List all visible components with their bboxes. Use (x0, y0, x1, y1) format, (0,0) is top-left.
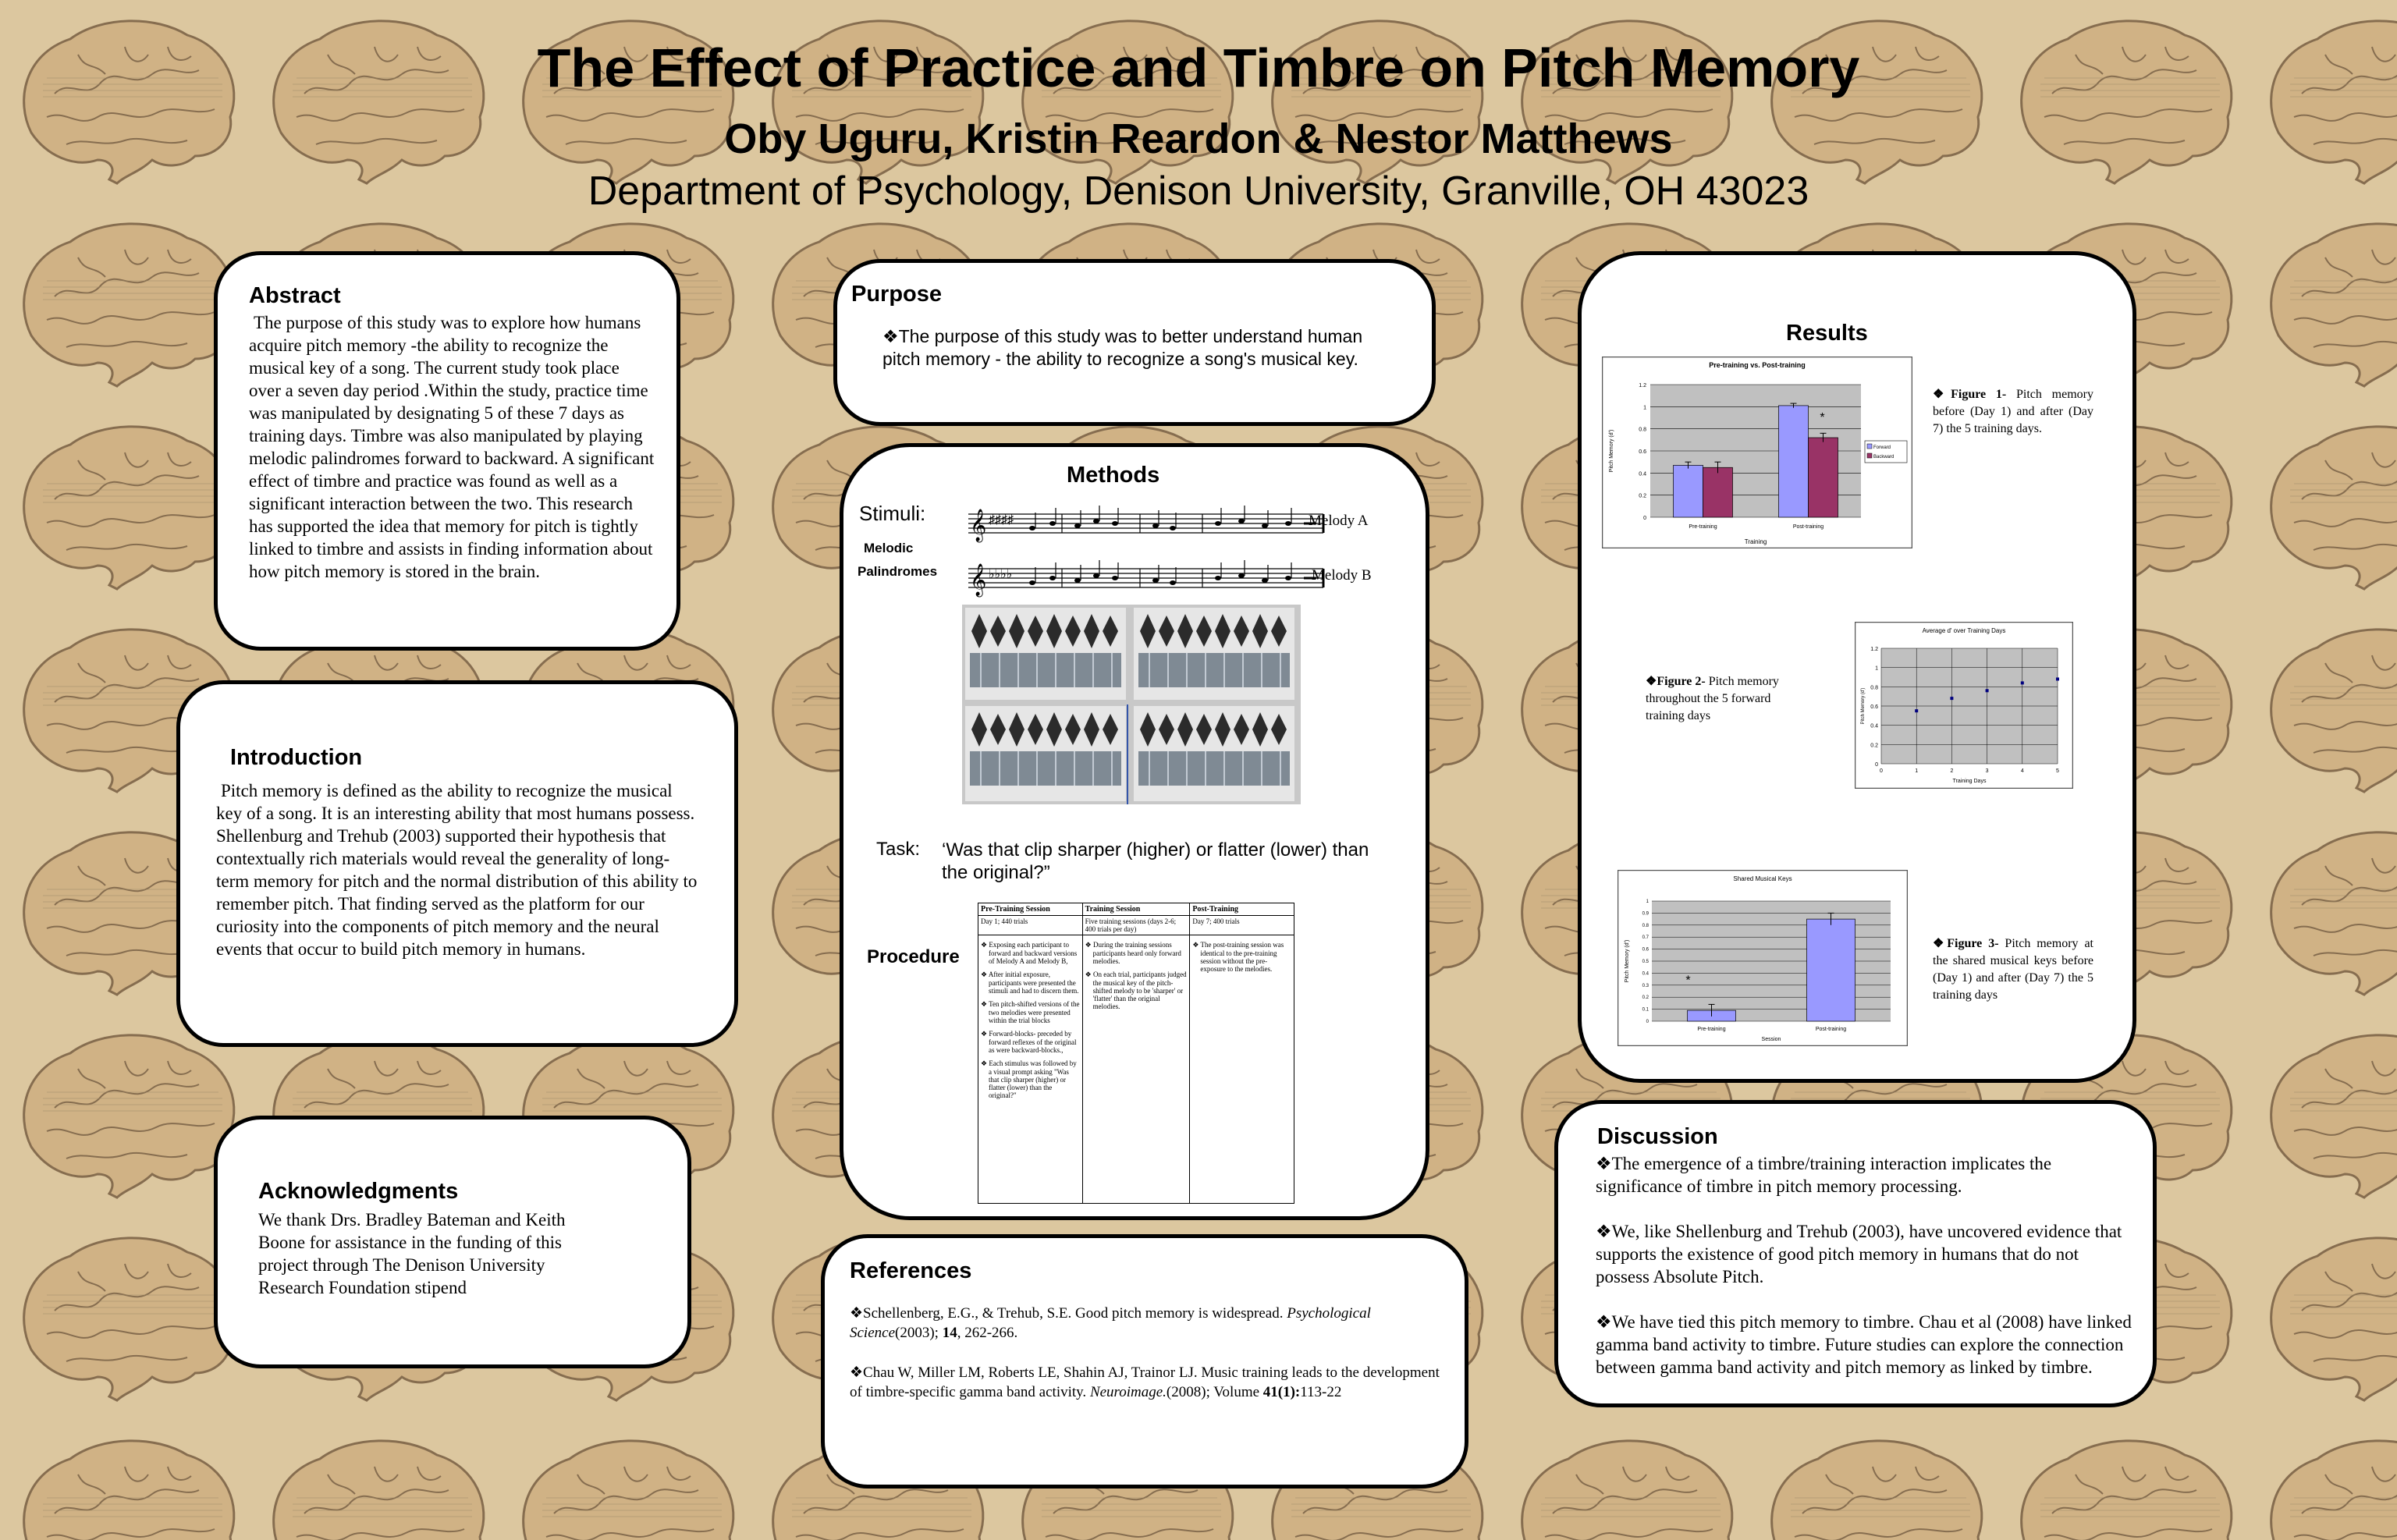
table-cell (1082, 935, 1190, 1204)
abstract-panel (214, 251, 680, 651)
y-axis-label: Pitch Memory (d') (1609, 429, 1614, 473)
list-item: ❖ During the training sessions participants heard only forward melodies. (1085, 941, 1181, 965)
list-item: ❖ The post-training session was identical to the pre-training session without the pre-exposure to the melodies. (1192, 941, 1284, 973)
y-tick-label: 0.9 (1642, 911, 1649, 917)
svg-text:♯♯♯♯: ♯♯♯♯ (989, 513, 1014, 527)
y-tick-label: 0.2 (1639, 493, 1646, 499)
table-cell (1190, 935, 1294, 1204)
legend-swatch (1867, 453, 1872, 458)
y-tick-label: 0 (1643, 516, 1646, 521)
references-heading: References (850, 1258, 972, 1283)
y-tick-label: 1 (1875, 665, 1878, 672)
spectrogram-images (962, 605, 1301, 804)
poster-authors: Oby Uguru, Kristin Reardon & Nestor Matthews (724, 115, 1673, 162)
y-axis-label: Pitch Memory (d') (1861, 687, 1866, 725)
x-tick-label: 3 (1985, 768, 1989, 774)
results-panel (1578, 251, 2136, 1083)
discussion-paragraph: ❖We have tied this pitch memory to timbre. Chau et al (2008) have linked gamma band activity to timbre. Future studies can explore the connection between gamma band activity and pitch memory as linked by timbre. (1596, 1312, 2132, 1377)
task-text: ‘Was that clip sharper (higher) or flatter (lower) than the original?” (942, 839, 1369, 883)
y-tick-label: 0.8 (1642, 923, 1649, 928)
task-label: Task: (876, 839, 921, 860)
bar (1809, 438, 1838, 517)
x-axis-label: Training (1744, 538, 1767, 545)
abstract-text: The purpose of this study was to explore how humans acquire pitch memory -the ability to recognize the musical key of a song. The current study took place over a seven day period .Within the study, practice time was manipulated by designating 5 of these 7 days as training days. Timbre was also manipulated by playing melodic palindromes forward to backward. A significant effect of timbre and practice was found as well as a significant interaction between the two. This research has supported the idea that memory for pitch is tightly linked to timbre and assists in finding information about how pitch memory is stored in the brain. (249, 313, 655, 581)
list-item: ❖ On each trial, participants judged the musical key of the pitch-shifted melody to be 'sharper' or 'flatter' than the original melodies. (1085, 970, 1187, 1010)
acknowledgments-text: We thank Drs. Bradley Bateman and Keith Boone for assistance in the funding of this project through The Denison University Research Foundation stipend (258, 1210, 566, 1297)
list-item: ❖ Forward-blocks- preceded by forward reflexes of the original as were backward-blocks., (981, 1030, 1077, 1054)
x-tick-label: 4 (2020, 768, 2024, 774)
table-header: Pre-Training Session (978, 903, 1083, 916)
x-tick-label: Post-training (1792, 524, 1824, 530)
y-tick-label: 1.2 (1639, 383, 1646, 389)
significance-marker: * (1820, 410, 1825, 424)
figure-3-caption: ❖Figure 3- Pitch memory at the shared musical keys before (Day 1) and after (Day 7) the 5 training days (1933, 937, 2093, 1002)
x-axis-label: Training Days (1952, 779, 1987, 784)
data-point (1950, 697, 1953, 700)
discussion-panel (1554, 1100, 2157, 1407)
melody-staves (968, 503, 1327, 605)
x-tick-label: 0 (1880, 768, 1883, 774)
palindromes-label-1: Melodic (864, 541, 914, 555)
legend-swatch (1867, 444, 1872, 449)
melody-b-label: Melody B (1312, 567, 1372, 584)
references-list (850, 1304, 1443, 1422)
figure-1-caption: ❖Figure 1- Pitch memory before (Day 1) and after (Day 7) the 5 training days. (1933, 388, 2093, 435)
introduction-heading: Introduction (230, 745, 363, 770)
reference-item: ❖Schellenberg, E.G., & Trehub, S.E. Good pitch memory is widespread. Psychological Science(2003); 14, 262-266. (850, 1305, 1371, 1341)
bar (1703, 467, 1733, 517)
y-tick-label: 0.6 (1870, 704, 1878, 710)
list-item: ❖ After initial exposure, participants were presented the stimuli and had to discern them. (981, 970, 1079, 995)
palindromes-label-2: Palindromes (858, 564, 938, 579)
list-item: ❖ Each stimulus was followed by a visual prompt asking "Was that clip sharper (higher) or flatter (lower) than the original?" (981, 1059, 1077, 1099)
data-point (2021, 681, 2024, 684)
list-item: ❖ Exposing each participant to forward and backward versions of Melody A and Melody B, (981, 941, 1078, 965)
figure-3-chart (1618, 870, 1908, 1046)
table-cell: Five training sessions (days 2-6; 400 trials per day) (1082, 916, 1190, 935)
table-cell: Day 7; 400 trials (1190, 916, 1294, 935)
list-item: ❖ Ten pitch-shifted versions of the two melodies were presented within the trial blocks (981, 1000, 1080, 1024)
x-tick-label: Post-training (1815, 1027, 1847, 1032)
discussion-paragraph: ❖We, like Shellenburg and Trehub (2003), have uncovered evidence that supports the existence of good pitch memory in humans that do not possess Absolute Pitch. (1596, 1222, 2122, 1286)
bar (1674, 465, 1703, 517)
results-heading: Results (1786, 321, 1868, 346)
y-tick-label: 0.2 (1642, 995, 1649, 1001)
methods-panel (840, 443, 1429, 1220)
y-tick-label: 1.2 (1870, 647, 1878, 652)
x-tick-label: 5 (2056, 768, 2059, 774)
reference-item: ❖Chau W, Miller LM, Roberts LE, Shahin AJ, Trainor LJ. Music training leads to the development of timbre-specific gamma band activity. Neuroimage.(2008); Volume 41(1):113-22 (850, 1364, 1440, 1400)
table-cell: Day 1; 440 trials (978, 916, 1083, 935)
data-point (2056, 677, 2059, 680)
abstract-heading: Abstract (249, 283, 341, 308)
y-tick-label: 0.1 (1642, 1007, 1649, 1013)
y-tick-label: 0.2 (1870, 743, 1878, 749)
table-cell (978, 935, 1083, 1204)
introduction-panel (176, 680, 738, 1047)
x-tick-label: Pre-training (1697, 1027, 1726, 1032)
introduction-text: Pitch memory is defined as the ability to recognize the musical key of a song. It is an interesting ability that most humans possess. Shellenburg and Trehub (2003) supported their hypothesis that contextually rich materials would reveal the generality of long-term memory for pitch and the normal distribution of this ability to remember pitch. That finding served as the platform for our curiosity into the components of pitch memory and the neural events that occur to build pitch memory in humans. (216, 781, 698, 959)
y-axis-label: Pitch Memory (d') (1625, 939, 1630, 983)
chart-title: Average d' over Training Days (1922, 627, 2006, 634)
chart-title: Pre-training vs. Post-training (1709, 361, 1806, 369)
x-tick-label: Pre-training (1689, 524, 1717, 530)
bar (1779, 406, 1809, 517)
discussion-text (1596, 1152, 2136, 1401)
y-tick-label: 0.6 (1639, 449, 1646, 455)
procedure-label: Procedure (867, 946, 960, 967)
figure-2-caption: ❖Figure 2- Pitch memory throughout the 5 forward training days (1646, 675, 1779, 722)
procedure-table (978, 903, 1294, 1204)
y-tick-label: 0.5 (1642, 960, 1649, 964)
purpose-panel (833, 259, 1436, 426)
y-tick-label: 0.3 (1642, 983, 1649, 988)
acknowledgments-panel (214, 1116, 691, 1368)
y-tick-label: 0.8 (1639, 427, 1646, 433)
figure-1-chart (1602, 357, 1912, 548)
significance-marker: * (1685, 974, 1691, 988)
svg-text:♭♭♭♭: ♭♭♭♭ (989, 568, 1013, 581)
x-axis-label: Session (1761, 1037, 1781, 1042)
x-tick-label: 1 (1915, 768, 1919, 774)
y-tick-label: 1 (1643, 405, 1646, 411)
y-tick-label: 0 (1875, 762, 1878, 768)
figure-2-chart (1855, 622, 2073, 789)
discussion-paragraph: ❖The emergence of a timbre/training interaction implicates the significance of timbre in pitch memory processing. (1596, 1154, 2052, 1196)
y-tick-label: 0.7 (1642, 935, 1649, 941)
references-panel (821, 1234, 1468, 1489)
table-header: Training Session (1082, 903, 1190, 916)
y-tick-label: 1 (1646, 900, 1649, 904)
y-tick-label: 0.4 (1639, 471, 1646, 477)
stimuli-label: Stimuli: (859, 502, 926, 525)
legend-label: Backward (1873, 455, 1895, 460)
poster-affiliation: Department of Psychology, Denison University, Granville, OH 43023 (588, 169, 1809, 214)
svg-text:𝄞: 𝄞 (970, 563, 987, 595)
chart-title: Shared Musical Keys (1733, 875, 1792, 882)
y-tick-label: 0.6 (1642, 947, 1649, 953)
bar (1807, 919, 1855, 1021)
data-point (1986, 689, 1989, 692)
discussion-heading: Discussion (1597, 1124, 1718, 1149)
legend-label: Forward (1873, 445, 1891, 450)
purpose-text: ❖The purpose of this study was to better understand human pitch memory - the ability to recognize a song's musical key. (882, 326, 1363, 369)
melody-a-label: Melody A (1309, 513, 1369, 529)
table-header: Post-Training (1190, 903, 1294, 916)
y-tick-label: 0.4 (1870, 723, 1878, 729)
acknowledgments-heading: Acknowledgments (258, 1179, 459, 1204)
y-tick-label: 0 (1646, 1020, 1649, 1024)
purpose-heading: Purpose (851, 282, 943, 307)
procedure-table-wrap (978, 903, 1294, 1205)
data-point (1915, 709, 1918, 712)
y-tick-label: 0.4 (1642, 971, 1649, 977)
x-tick-label: 2 (1950, 768, 1954, 774)
poster-title: The Effect of Practice and Timbre on Pitch Memory (537, 37, 1860, 98)
svg-text:𝄞: 𝄞 (970, 509, 987, 541)
methods-heading: Methods (1067, 463, 1160, 488)
y-tick-label: 0.8 (1870, 685, 1878, 691)
